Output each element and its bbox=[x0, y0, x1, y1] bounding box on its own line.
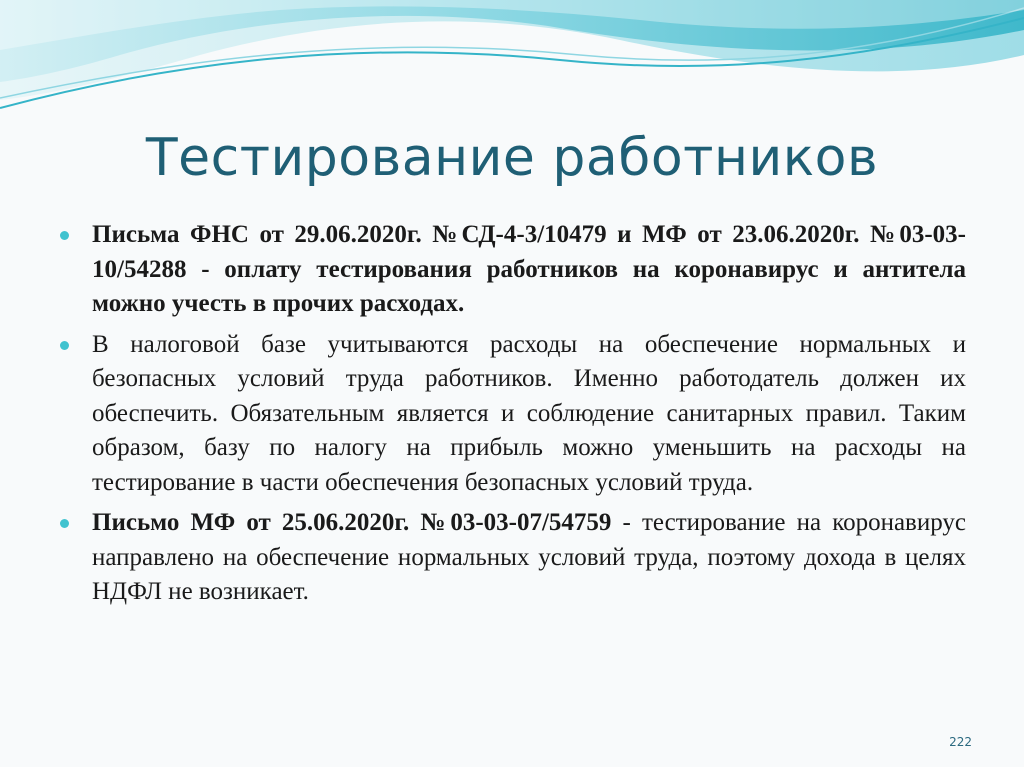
bullet-dot-icon bbox=[60, 231, 69, 240]
list-item bbox=[60, 328, 966, 501]
bullet-bold-text: Письма ФНС от 29.06.2020г. №СД-4-3/10479 и МФ от 23.06.2020г. №03-03-10/54288 - оплату тестирования работников на коронавирус и антитела можно учесть в прочих расходах. bbox=[92, 221, 966, 317]
list-item bbox=[60, 218, 966, 322]
bullet-text: В налоговой базе учитываются расходы на обеспечение нормальных и безопасных условий труда работников. Именно работодатель должен их обеспечить. Обязательным является и соблюдение санитарных правил. Таким образом, базу по налогу на прибыль можно уменьшить на расходы на тестирование в части обеспечения безопасных условий труда. bbox=[92, 330, 966, 496]
slide-title: Тестирование работников bbox=[145, 128, 879, 188]
page-number: 222 bbox=[949, 735, 972, 749]
bullet-text: - тестирование на коронавирус направлено на обеспечение нормальных условий труда, поэтому дохода в целях НДФЛ не возникает. bbox=[92, 509, 967, 605]
bullet-bold-text: Письмо МФ от 25.06.2020г. №03-03-07/54759 bbox=[92, 509, 612, 536]
bullet-list bbox=[60, 218, 966, 616]
list-item bbox=[60, 506, 966, 610]
bullet-dot-icon bbox=[60, 519, 69, 528]
bullet-dot-icon bbox=[60, 341, 69, 350]
decorative-waves bbox=[0, 0, 1024, 130]
